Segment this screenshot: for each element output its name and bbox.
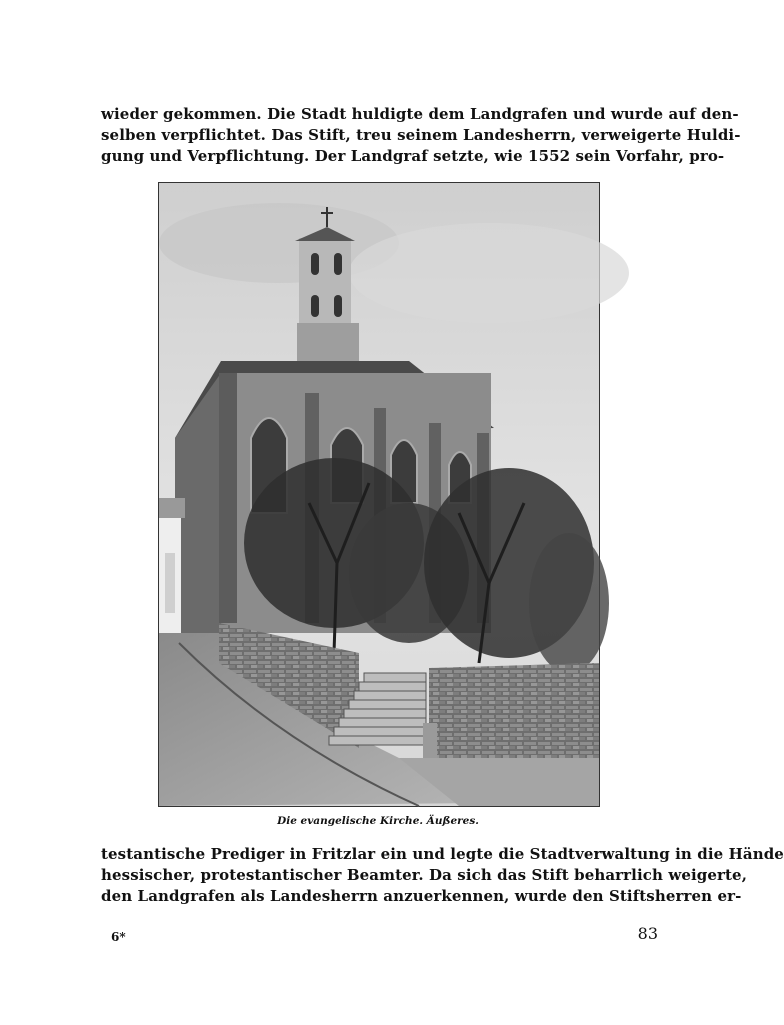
text-line: testantische Prediger in Fritzlar ein und legte die Stadtverwaltung in die Hände [101, 845, 784, 863]
bottom-paragraph [101, 844, 784, 907]
page-number: 83 [637, 924, 658, 943]
text-line: wieder gekommen. Die Stadt huldigte dem Landgrafen und wurde auf den- [101, 105, 739, 123]
signature-mark: 6* [111, 930, 126, 944]
text-line: gung und Verpflichtung. Der Landgraf setzte, wie 1552 sein Vorfahr, pro- [101, 147, 725, 165]
top-paragraph [101, 104, 741, 167]
text-line: selben verpflichtet. Das Stift, treu seinem Landesherrn, verweigerte Huldi- [101, 126, 741, 144]
text-line: hessischer, protestantischer Beamter. Da sich das Stift beharrlich weigerte, [101, 866, 748, 884]
church-photograph [158, 182, 600, 807]
text-line: den Landgrafen als Landesherrn anzuerkennen, wurde den Stiftsherren er- [101, 887, 742, 905]
church-illustration [159, 183, 599, 806]
figure-caption: Die evangelische Kirche. Äußeres. [277, 815, 479, 827]
